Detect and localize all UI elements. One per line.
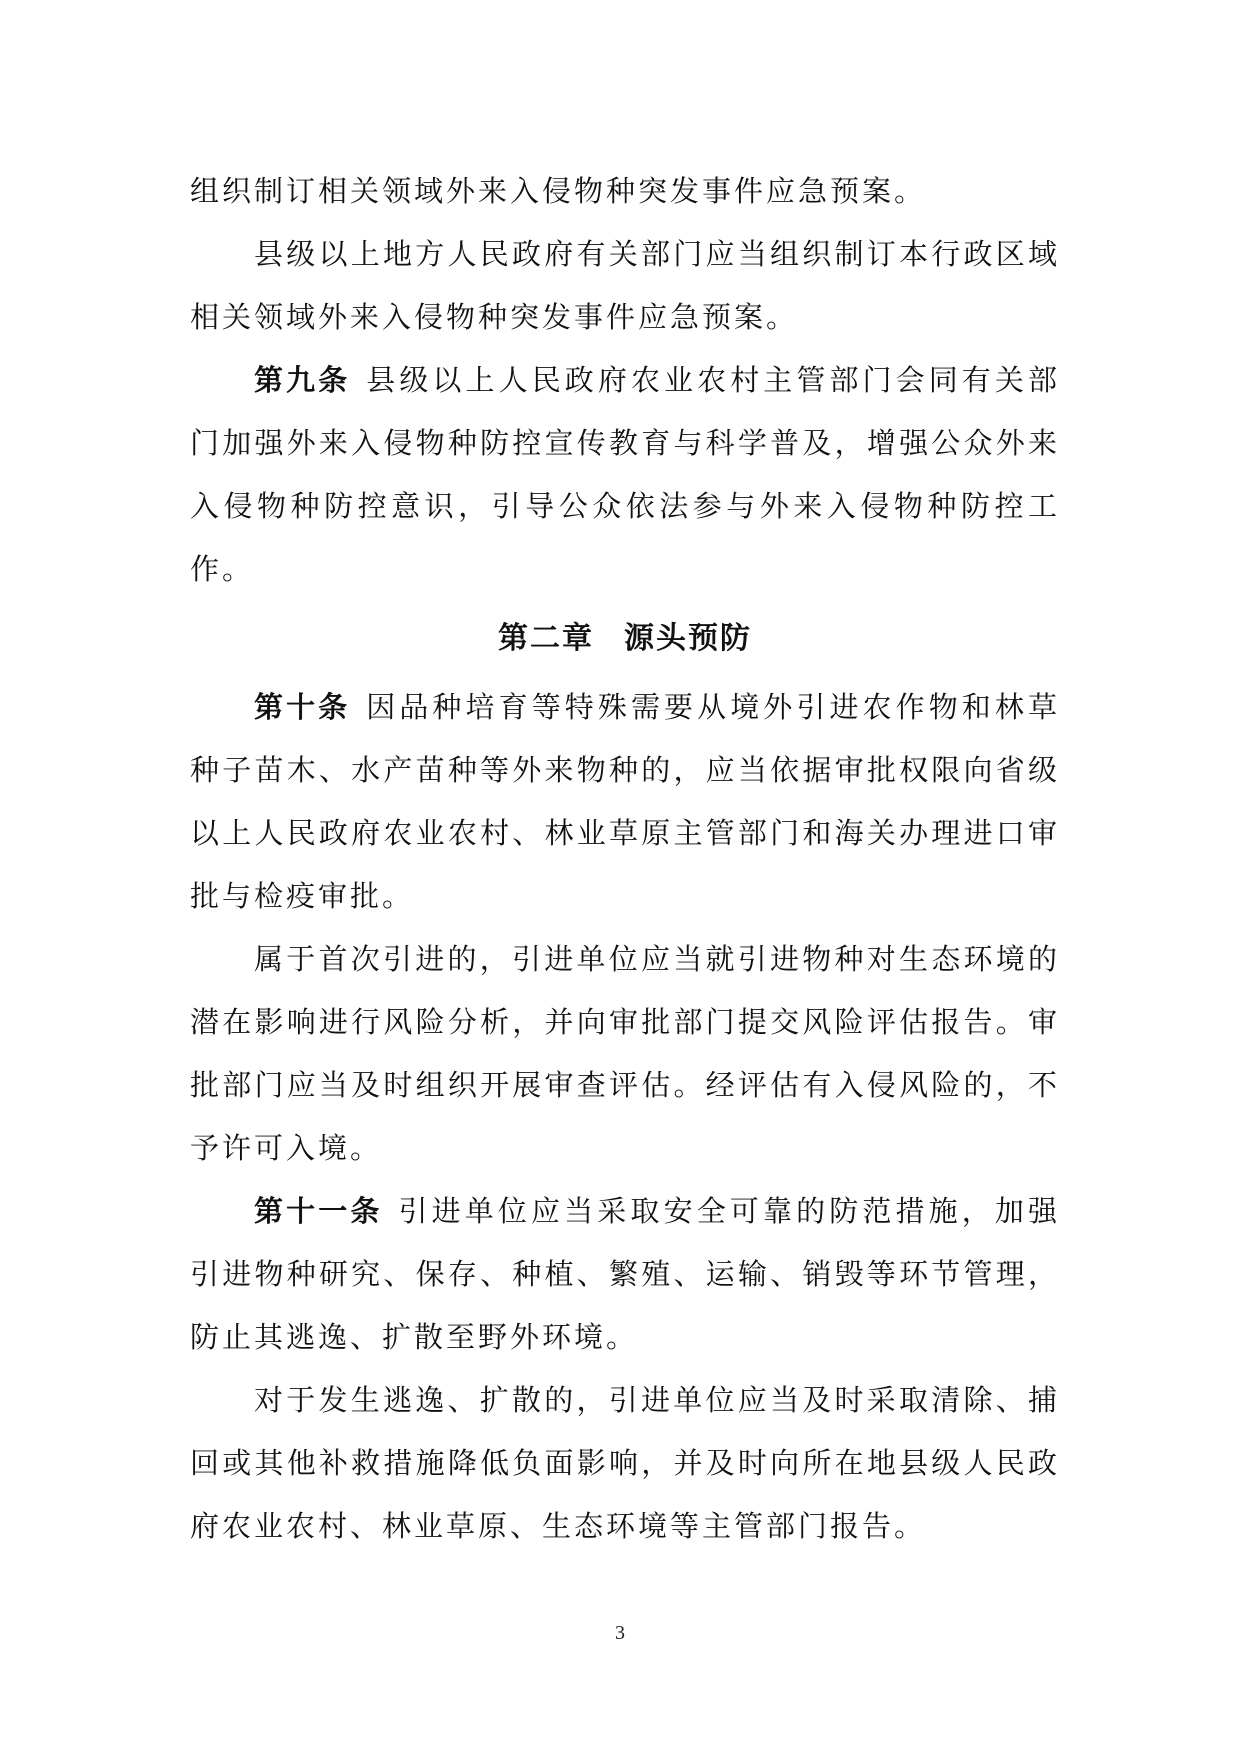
article-9	[190, 349, 1060, 601]
article-heading: 第九条	[254, 363, 351, 397]
chapter-title: 源头预防	[624, 621, 752, 656]
article-heading: 第十一条	[254, 1194, 383, 1228]
article-text: 引进单位应当采取安全可靠的防范措施，加强引进物种研究、保存、种植、繁殖、运输、销毁等环节管理，防止其逃逸、扩散至野外环境。	[190, 1194, 1060, 1354]
paragraph	[190, 1369, 1060, 1558]
article-10	[190, 676, 1060, 928]
paragraph	[190, 928, 1060, 1180]
article-11	[190, 1180, 1060, 1369]
paragraph-text: 属于首次引进的，引进单位应当就引进物种对生态环境的潜在影响进行风险分析，并向审批部门提交风险评估报告。审批部门应当及时组织开展审查评估。经评估有入侵风险的，不予许可入境。	[190, 942, 1060, 1165]
paragraph-continued	[190, 160, 1060, 223]
paragraph-text: 县级以上地方人民政府有关部门应当组织制订本行政区域相关领域外来入侵物种突发事件应急预案。	[190, 237, 1060, 334]
paragraph-text: 组织制订相关领域外来入侵物种突发事件应急预案。	[190, 174, 927, 208]
paragraph	[190, 223, 1060, 349]
article-text: 因品种培育等特殊需要从境外引进农作物和林草种子苗木、水产苗种等外来物种的，应当依据审批权限向省级以上人民政府农业农村、林业草原主管部门和海关办理进口审批与检疫审批。	[190, 690, 1060, 913]
paragraph-text: 对于发生逃逸、扩散的，引进单位应当及时采取清除、捕回或其他补救措施降低负面影响，并及时向所在地县级人民政府农业农村、林业草原、生态环境等主管部门报告。	[190, 1383, 1060, 1543]
chapter-heading	[190, 601, 1060, 676]
page-number: 3	[615, 1622, 625, 1644]
chapter-number: 第二章	[498, 621, 594, 656]
article-heading: 第十条	[254, 690, 351, 724]
document-body	[190, 160, 1060, 1558]
article-text: 县级以上人民政府农业农村主管部门会同有关部门加强外来入侵物种防控宣传教育与科学普及，增强公众外来入侵物种防控意识，引导公众依法参与外来入侵物种防控工作。	[190, 363, 1060, 586]
